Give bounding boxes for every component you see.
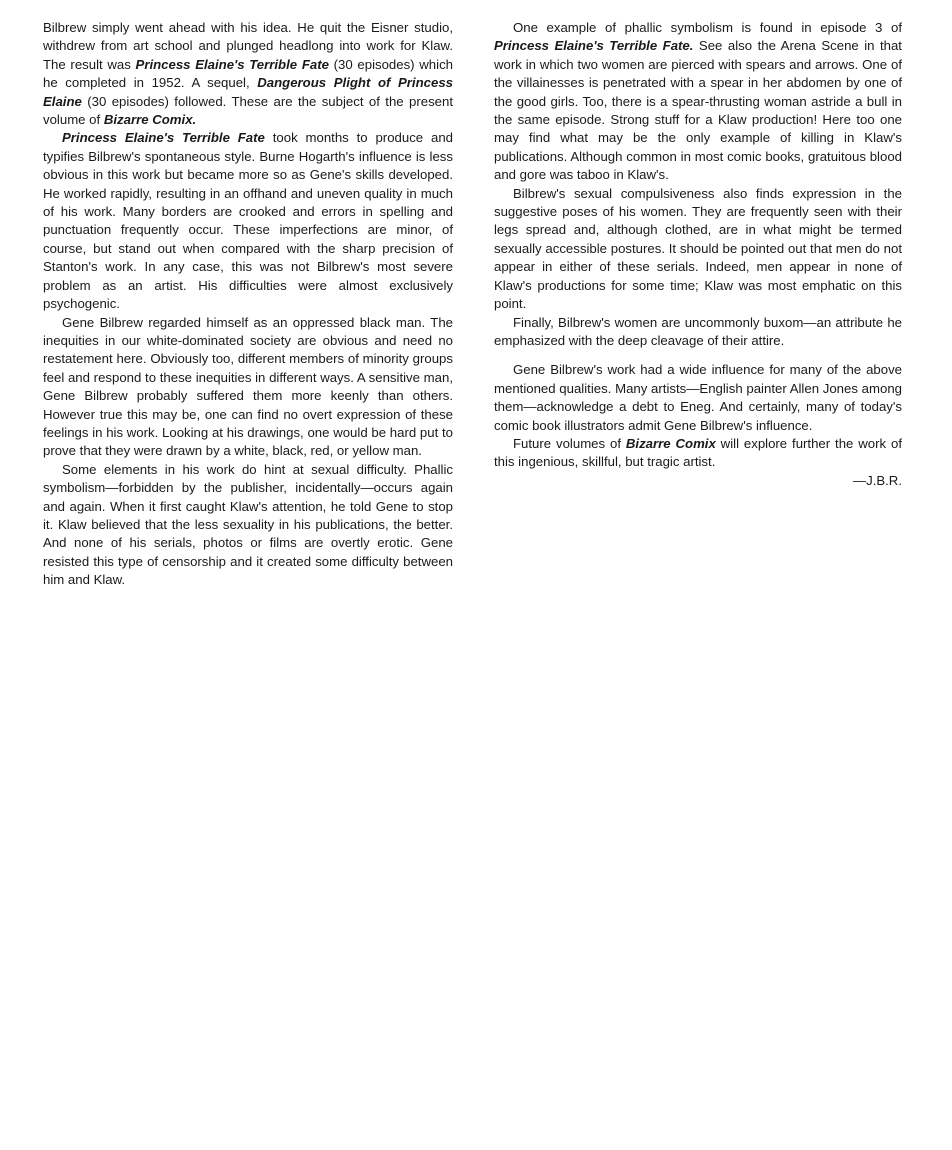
text-run: See also the Arena Scene in that work in which two women are pierced with spears and arrows. One of the villainesses is penetrated with a spear in her abdomen by one of the good girls. Too, there is a spear-thrusting woman astride a bull in the same episode. Strong stuff for a Klaw production! Here too one may find what may be the only example of killing in Klaw's publications. Although common in most comic books, gratuitous blood and gore was taboo in Klaw's.	[494, 38, 902, 183]
body-paragraph	[494, 19, 902, 185]
body-paragraph	[43, 19, 453, 129]
text-run: Finally, Bilbrew's women are uncommonly buxom—an attribute he emphasized with the deep cleavage of their attire.	[494, 314, 902, 348]
title-emphasis: Princess Elaine's Terrible Fate.	[494, 38, 694, 54]
text-run: Bilbrew's sexual compulsiveness also finds expression in the suggestive poses of his women. They are frequently seen with their legs spread and, although clothed, are in what might be termed sexually accessible postures. It should be pointed out that men do not appear in either of these serials. Indeed, men appear in none of Klaw's productions for some time; Klaw was most emphatic on this point.	[494, 185, 902, 312]
text-run: Gene Bilbrew regarded himself as an oppressed black man. The inequities in our white-dominated society are obvious and need no restatement here. Obviously too, different members of minority groups feel and respond to these inequities in different ways. A sensitive man, Gene Bilbrew probably suffered them more keenly than others. However true this may be, one can find no overt expression of these feelings in his work. Looking at his drawings, one would be hard put to prove that they were drawn by a white, black, red, or yellow man.	[43, 314, 453, 459]
right-text-column	[494, 19, 902, 490]
title-emphasis: Dangerous Plight of Princess Elaine	[43, 75, 453, 109]
text-run: (30 episodes) which he completed in 1952. A sequel,	[43, 56, 453, 91]
text-run: Bilbrew simply went ahead with his idea. He quit the Eisner studio, withdrew from art school and plunged headlong into work for Klaw. The result was	[43, 20, 453, 72]
body-paragraph	[43, 129, 453, 313]
text-run: One example of phallic symbolism is found in episode 3 of	[513, 20, 902, 35]
title-emphasis: Princess Elaine's Terrible Fate	[62, 130, 265, 146]
text-run: took months to produce and typifies Bilbrew's spontaneous style. Burne Hogarth's influence is less obvious in this work but became more so as Gene's skills developed. He worked rapidly, resulting in an offhand and uneven quality in much of his work. Many borders are crooked and errors in spelling and punctuation frequently occur. These imperfections are minor, of course, but stand out when compared with the sharp precision of Stanton's work. In any case, this was not Bilbrew's most severe problem as an artist. His difficulties were almost exclusively psychogenic.	[43, 130, 453, 312]
title-emphasis: Bizarre Comix.	[103, 112, 197, 128]
body-paragraph	[494, 185, 902, 314]
text-run: (30 episodes) followed. These are the subject of the present volume of	[43, 93, 453, 128]
text-run: will explore further the work of this ingenious, skillful, but tragic artist.	[494, 435, 902, 470]
title-emphasis: Princess Elaine's Terrible Fate	[135, 56, 329, 72]
author-signature: —J.B.R.	[852, 472, 902, 488]
right-column-paragraphs	[494, 19, 902, 472]
title-emphasis: Bizarre Comix	[625, 435, 716, 451]
body-paragraph	[494, 435, 902, 472]
text-run: Gene Bilbrew's work had a wide influence for many of the above mentioned qualities. Many artists—English painter Allen Jones among them—acknowledge a debt to Eneg. And certainly, many of today's comic book illustrators admit Gene Bilbrew's influence.	[494, 362, 902, 433]
text-run: Future volumes of	[513, 435, 626, 451]
body-paragraph	[43, 461, 453, 590]
body-paragraph	[494, 314, 902, 351]
body-paragraph	[494, 361, 902, 435]
text-run: Some elements in his work do hint at sexual difficulty. Phallic symbolism—forbidden by the publisher, incidentally—occurs again and again. When it first caught Klaw's attention, he told Gene to stop it. Klaw believed that the less sexuality in his publications, the better. And none of his serials, photos or films are overtly erotic. Gene resisted this type of censorship and it created some difficulty between him and Klaw.	[43, 461, 453, 588]
body-paragraph	[43, 314, 453, 461]
left-text-column	[43, 19, 453, 590]
